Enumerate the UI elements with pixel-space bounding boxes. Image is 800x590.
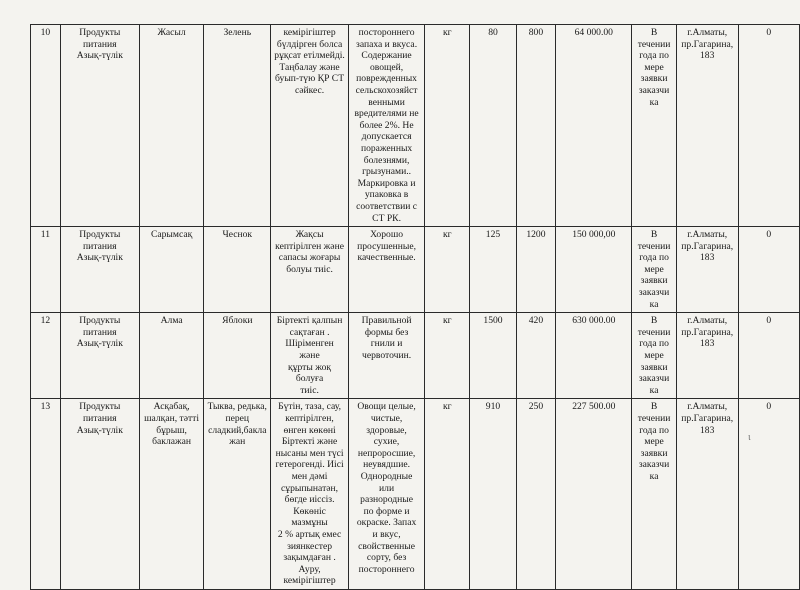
procurement-table — [30, 24, 800, 590]
spec-kz-cell: Жақсы кептірілген және сапасы жоғары болуы тиіс. — [271, 227, 349, 313]
unit-cell: кг — [425, 399, 470, 590]
delivery-place-cell: г.Алматы, пр.Гагарина, 183 — [676, 227, 738, 313]
table-row — [31, 313, 800, 399]
lot-number: 11 — [31, 227, 61, 313]
spec-kz-cell: Бүтін, таза, сау, кептірілген, өнген көкөні Біртекті және нысаны мен түсі гетерогенді. Иісі мен дәмі сұрыпынатән, бөгде иіссіз. Көкөніс мазмұны 2 % артық емес зиянкестер зақымдаған . Ауру, кемірігіштер — [271, 399, 349, 590]
quantity-cell: 80 — [470, 25, 516, 227]
delivery-place-cell: г.Алматы, пр.Гагарина, 183 — [676, 25, 738, 227]
name-kz-cell: Алма — [139, 313, 203, 399]
unit-cell: кг — [425, 227, 470, 313]
table-row — [31, 399, 800, 590]
margin-mark: ɩ — [748, 432, 751, 443]
name-kz-cell: Сарымсақ — [139, 227, 203, 313]
lot-number: 12 — [31, 313, 61, 399]
price-cell: 250 — [516, 399, 556, 590]
category-cell: Продукты питания Азық-түлік — [60, 25, 139, 227]
price-cell: 1200 — [516, 227, 556, 313]
category-cell: Продукты питания Азық-түлік — [60, 399, 139, 590]
unit-cell: кг — [425, 25, 470, 227]
total-cell: 630 000.00 — [556, 313, 632, 399]
spec-kz-cell: Біртекті қалпын сақтаған . Шіріменген және құрты жоқ болуға тиіс. — [271, 313, 349, 399]
advance-cell: 0 — [738, 313, 799, 399]
name-ru-cell: Чеснок — [204, 227, 271, 313]
table-row — [31, 227, 800, 313]
advance-cell: 0 — [738, 399, 799, 590]
delivery-term-cell: В течении года по мере заявки заказчи ка — [632, 399, 677, 590]
spec-ru-cell: Хорошо просушенные, качественные. — [348, 227, 424, 313]
category-cell: Продукты питания Азық-түлік — [60, 313, 139, 399]
delivery-term-cell: В течении года по мере заявки заказчи ка — [632, 313, 677, 399]
delivery-place-cell: г.Алматы, пр.Гагарина, 183 — [676, 313, 738, 399]
unit-cell: кг — [425, 313, 470, 399]
total-cell: 64 000.00 — [556, 25, 632, 227]
spec-ru-cell: постороннего запаха и вкуса. Содержание овощей, поврежденных сельскохозяйст венными вредителями не более 2%. Не допускается пораженных болезнями, грызунами.. Маркировка и упаковка в соответствии с СТ РК. — [348, 25, 424, 227]
quantity-cell: 910 — [470, 399, 516, 590]
delivery-place-cell: г.Алматы, пр.Гагарина, 183 — [676, 399, 738, 590]
spec-ru-cell: Овощи целые, чистые, здоровые, сухие, непроросшие, неувядшие. Однородные или разнородные по форме и окраске. Запах и вкус, свойственные сорту, без постороннего — [348, 399, 424, 590]
delivery-term-cell: В течении года по мере заявки заказчи ка — [632, 227, 677, 313]
total-cell: 150 000,00 — [556, 227, 632, 313]
name-kz-cell: Асқабақ, шалқан, тәтті бұрыш, баклажан — [139, 399, 203, 590]
category-cell: Продукты питания Азық-түлік — [60, 227, 139, 313]
spec-kz-cell: кемірігіштер бүлдірген болса рұқсат етілмейді. Таңбалау және буып-түю ҚР СТ сәйкес. — [271, 25, 349, 227]
total-cell: 227 500.00 — [556, 399, 632, 590]
quantity-cell: 1500 — [470, 313, 516, 399]
spec-ru-cell: Правильной формы без гнили и червоточин. — [348, 313, 424, 399]
name-ru-cell: Зелень — [204, 25, 271, 227]
advance-cell: 0 — [738, 227, 799, 313]
name-ru-cell: Тыква, редька, перец сладкий,баклa жан — [204, 399, 271, 590]
price-cell: 420 — [516, 313, 556, 399]
name-ru-cell: Яблоки — [204, 313, 271, 399]
table-row — [31, 25, 800, 227]
lot-number: 10 — [31, 25, 61, 227]
name-kz-cell: Жасыл — [139, 25, 203, 227]
price-cell: 800 — [516, 25, 556, 227]
lot-number: 13 — [31, 399, 61, 590]
advance-cell: 0 — [738, 25, 799, 227]
delivery-term-cell: В течении года по мере заявки заказчи ка — [632, 25, 677, 227]
quantity-cell: 125 — [470, 227, 516, 313]
